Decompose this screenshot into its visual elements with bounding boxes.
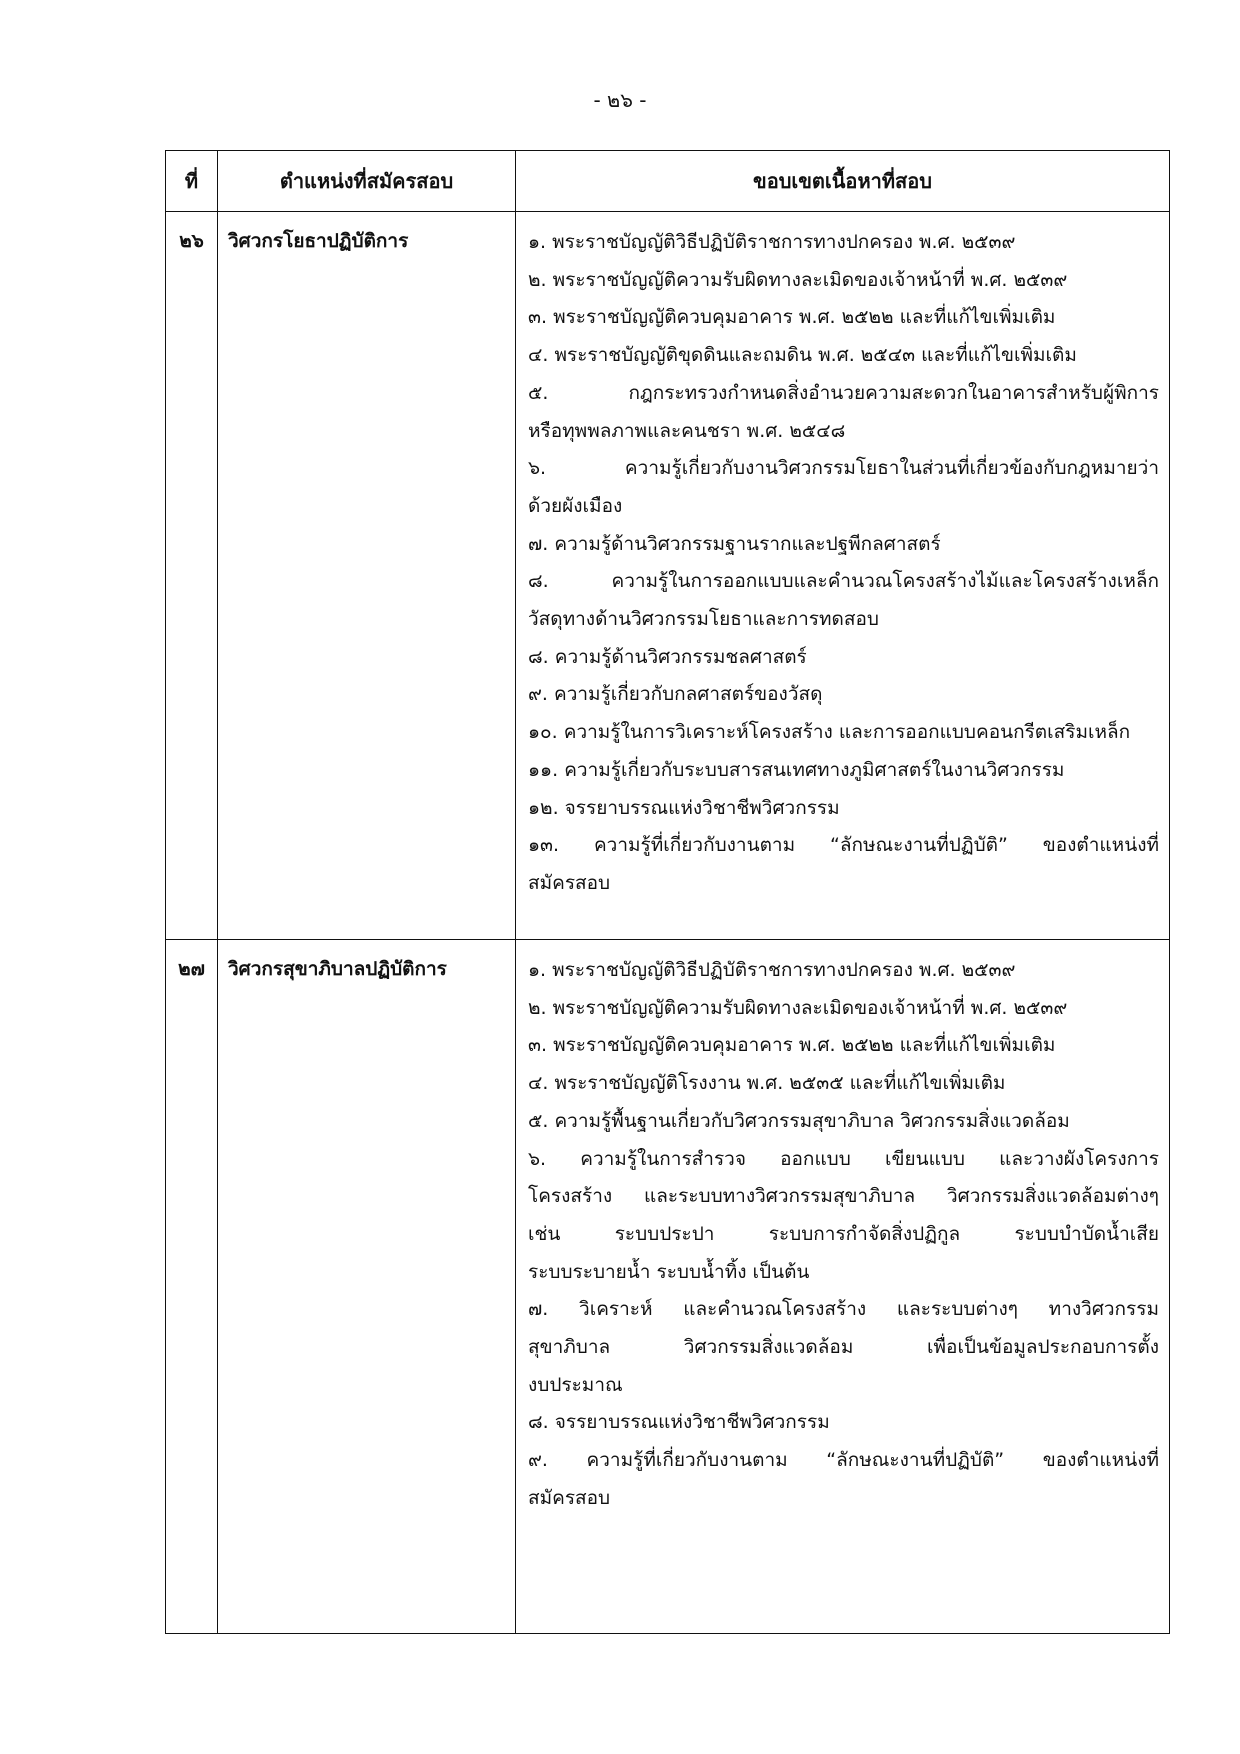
page-number: - ๒๖ - [593,88,647,112]
table-row [166,212,1170,940]
table-row [166,940,1170,1634]
scope-line: ๕. กฎกระทรวงกำหนดสิ่งอำนวยความสะดวกในอาคารสำหรับผู้พิการ [528,381,1159,404]
scope-line: ระบบระบายน้ำ ระบบน้ำทิ้ง เป็นต้น [528,1260,810,1283]
scope-line: ๑๐. ความรู้ในการวิเคราะห์โครงสร้าง และการออกแบบคอนกรีตเสริมเหล็ก [528,721,1131,744]
header-scope: ขอบเขตเนื้อหาที่สอบ [516,151,1170,212]
scope-line: ๔. พระราชบัญญัติขุดดินและถมดิน พ.ศ. ๒๕๔๓ และที่แก้ไขเพิ่มเติม [528,344,1077,367]
scope-line: ๑๓. ความรู้ที่เกี่ยวกับงานตาม “ลักษณะงานที่ปฏิบัติ” ของตำแหน่งที่ [528,834,1159,857]
scope-list [516,940,1170,1634]
scope-line: ๓. พระราชบัญญัติควบคุมอาคาร พ.ศ. ๒๕๒๒ และที่แก้ไขเพิ่มเติม [528,1034,1056,1057]
scope-line: สมัครสอบ [528,1486,611,1509]
scope-line: ๒. พระราชบัญญัติความรับผิดทางละเมิดของเจ้าหน้าที่ พ.ศ. ๒๕๓๙ [528,268,1068,291]
scope-line: ๑๒. จรรยาบรรณแห่งวิชาชีพวิศวกรรม [528,796,840,819]
scope-line: สมัครสอบ [528,871,611,894]
header-position: ตำแหน่งที่สมัครสอบ [218,151,516,212]
scope-line: ๙. ความรู้ที่เกี่ยวกับงานตาม “ลักษณะงานที่ปฏิบัติ” ของตำแหน่งที่ [528,1449,1159,1472]
scope-line: โครงสร้าง และระบบทางวิศวกรรมสุขาภิบาล วิศวกรรมสิ่งแวดล้อมต่างๆ [528,1185,1159,1208]
scope-line: ๒. พระราชบัญญัติความรับผิดทางละเมิดของเจ้าหน้าที่ พ.ศ. ๒๕๓๙ [528,996,1068,1019]
scope-line: ด้วยผังเมือง [528,494,623,517]
scope-line: ๑. พระราชบัญญัติวิธีปฏิบัติราชการทางปกครอง พ.ศ. ๒๕๓๙ [528,231,1016,253]
row-number: ๒๖ [166,212,218,940]
scope-line: เช่น ระบบประปา ระบบการกำจัดสิ่งปฏิกูล ระบบบำบัดน้ำเสีย [528,1222,1159,1245]
scope-line: ๗. วิเคราะห์ และคำนวณโครงสร้าง และระบบต่างๆ ทางวิศวกรรม [528,1298,1159,1321]
scope-line: ๖. ความรู้เกี่ยวกับงานวิศวกรรมโยธาในส่วนที่เกี่ยวข้องกับกฎหมายว่า [528,457,1159,480]
position-title: วิศวกรโยธาปฏิบัติการ [218,212,516,940]
scope-line: ๖. ความรู้ในการสำรวจ ออกแบบ เขียนแบบ และวางผังโครงการ [528,1147,1159,1170]
row-number: ๒๗ [166,940,218,1634]
scope-line: ๕. ความรู้พื้นฐานเกี่ยวกับวิศวกรรมสุขาภิบาล วิศวกรรมสิ่งแวดล้อม [528,1109,1070,1132]
scope-line: ๘. ความรู้ด้านวิศวกรรมชลศาสตร์ [528,645,807,668]
scope-line: วัสดุทางด้านวิศวกรรมโยธาและการทดสอบ [528,608,879,631]
scope-line: ๙. ความรู้เกี่ยวกับกลศาสตร์ของวัสดุ [528,683,823,706]
scope-line: ๓. พระราชบัญญัติควบคุมอาคาร พ.ศ. ๒๕๒๒ และที่แก้ไขเพิ่มเติม [528,306,1056,329]
scope-line: ๔. พระราชบัญญัติโรงงาน พ.ศ. ๒๕๓๕ และที่แก้ไขเพิ่มเติม [528,1072,1006,1095]
table-header-row [166,151,1170,212]
header-no: ที่ [166,151,218,212]
scope-line: หรือทุพพลภาพและคนชรา พ.ศ. ๒๕๔๘ [528,419,846,442]
exam-scope-table [165,150,1170,1634]
scope-line: ๗. ความรู้ด้านวิศวกรรมฐานรากและปฐพีกลศาสตร์ [528,532,941,555]
position-title: วิศวกรสุขาภิบาลปฏิบัติการ [218,940,516,1634]
scope-line: สุขาภิบาล วิศวกรรมสิ่งแวดล้อม เพื่อเป็นข้อมูลประกอบการตั้ง [528,1336,1159,1359]
scope-line: งบประมาณ [528,1373,623,1396]
scope-line: ๑๑. ความรู้เกี่ยวกับระบบสารสนเทศทางภูมิศาสตร์ในงานวิศวกรรม [528,758,1065,781]
scope-line: ๘. ความรู้ในการออกแบบและคำนวณโครงสร้างไม้และโครงสร้างเหล็ก [528,570,1159,593]
scope-line: ๑. พระราชบัญญัติวิธีปฏิบัติราชการทางปกครอง พ.ศ. ๒๕๓๙ [528,959,1016,981]
scope-line: ๘. จรรยาบรรณแห่งวิชาชีพวิศวกรรม [528,1411,830,1434]
scope-list [516,212,1170,940]
